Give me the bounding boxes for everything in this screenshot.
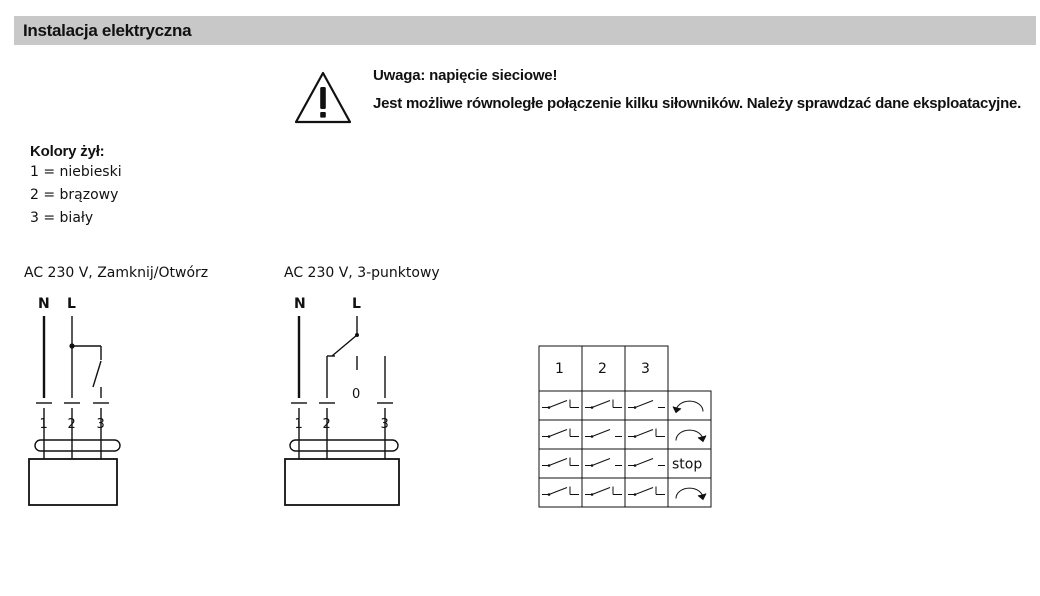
switch-closed-icon — [585, 400, 622, 409]
table-cell — [582, 391, 625, 420]
table-cell — [625, 449, 668, 478]
table-cell — [668, 478, 711, 507]
diagram-2-terminal-l: L — [352, 296, 361, 312]
switch-closed-icon — [542, 458, 579, 467]
neutral-position-label: 0 — [352, 387, 361, 402]
switch-contact — [93, 361, 101, 387]
table-cell — [539, 420, 582, 449]
diagram-2-terminal-n: N — [294, 296, 306, 312]
changeover-contact — [332, 335, 357, 356]
actuator-box — [285, 459, 399, 505]
switch-closed-icon — [628, 429, 665, 438]
switch-open-icon — [628, 401, 665, 409]
diagram-1-terminal-n: N — [38, 296, 50, 312]
diagram-1-label: AC 230 V, Zamknij/Otwórz — [24, 265, 209, 281]
rotate-counterclockwise-icon — [673, 401, 703, 412]
table-header: 3 — [641, 361, 650, 377]
switch-closed-icon — [542, 400, 579, 409]
rotate-clockwise-icon — [676, 430, 706, 441]
rotate-clockwise-icon — [676, 488, 706, 499]
wire-number: 2 — [67, 417, 76, 432]
wire-color-item: 2 = brązowy — [30, 187, 119, 203]
table-cell — [539, 391, 582, 420]
wire-number: 1 — [294, 417, 303, 432]
table-cell — [582, 420, 625, 449]
table-cell — [668, 391, 711, 420]
switching-table — [539, 346, 711, 507]
switch-open-icon — [585, 430, 622, 438]
diagram-2 — [285, 296, 399, 505]
switch-open-icon — [628, 459, 665, 467]
switch-open-icon — [585, 459, 622, 467]
table-cell — [625, 420, 668, 449]
warning-title: Uwaga: napięcie sieciowe! — [373, 67, 558, 84]
table-cell — [582, 449, 625, 478]
switch-closed-icon — [628, 487, 665, 496]
table-header: 1 — [555, 361, 564, 377]
wire-color-item: 3 = biały — [30, 210, 94, 226]
wire-number: 1 — [39, 417, 48, 432]
switch-closed-icon — [542, 429, 579, 438]
diagram-2-label: AC 230 V, 3-punktowy — [284, 265, 440, 281]
cable-sheath — [35, 440, 120, 451]
table-cell — [625, 391, 668, 420]
wire-colors-title: Kolory żył: — [30, 143, 105, 160]
table-cell — [539, 478, 582, 507]
result-label: stop — [672, 456, 703, 473]
actuator-box — [29, 459, 117, 505]
wire-number: 2 — [322, 417, 331, 432]
wire-color-item: 1 = niebieski — [30, 164, 122, 180]
switch-closed-icon — [542, 487, 579, 496]
switch-closed-icon — [585, 487, 622, 496]
diagram-1-terminal-l: L — [67, 296, 76, 312]
table-cell — [668, 420, 711, 449]
table-header: 2 — [598, 361, 607, 377]
table-cell — [625, 478, 668, 507]
wire-number: 3 — [96, 417, 105, 432]
section-title: Instalacja elektryczna — [23, 21, 192, 40]
table-cell — [539, 449, 582, 478]
wire-number: 3 — [380, 417, 389, 432]
diagram-1 — [29, 296, 120, 505]
warning-text: Jest możliwe równoległe połączenie kilku siłowników. Należy sprawdzać dane eksploatacyjne. — [373, 95, 1022, 112]
table-cell — [582, 478, 625, 507]
cable-sheath — [290, 440, 398, 451]
